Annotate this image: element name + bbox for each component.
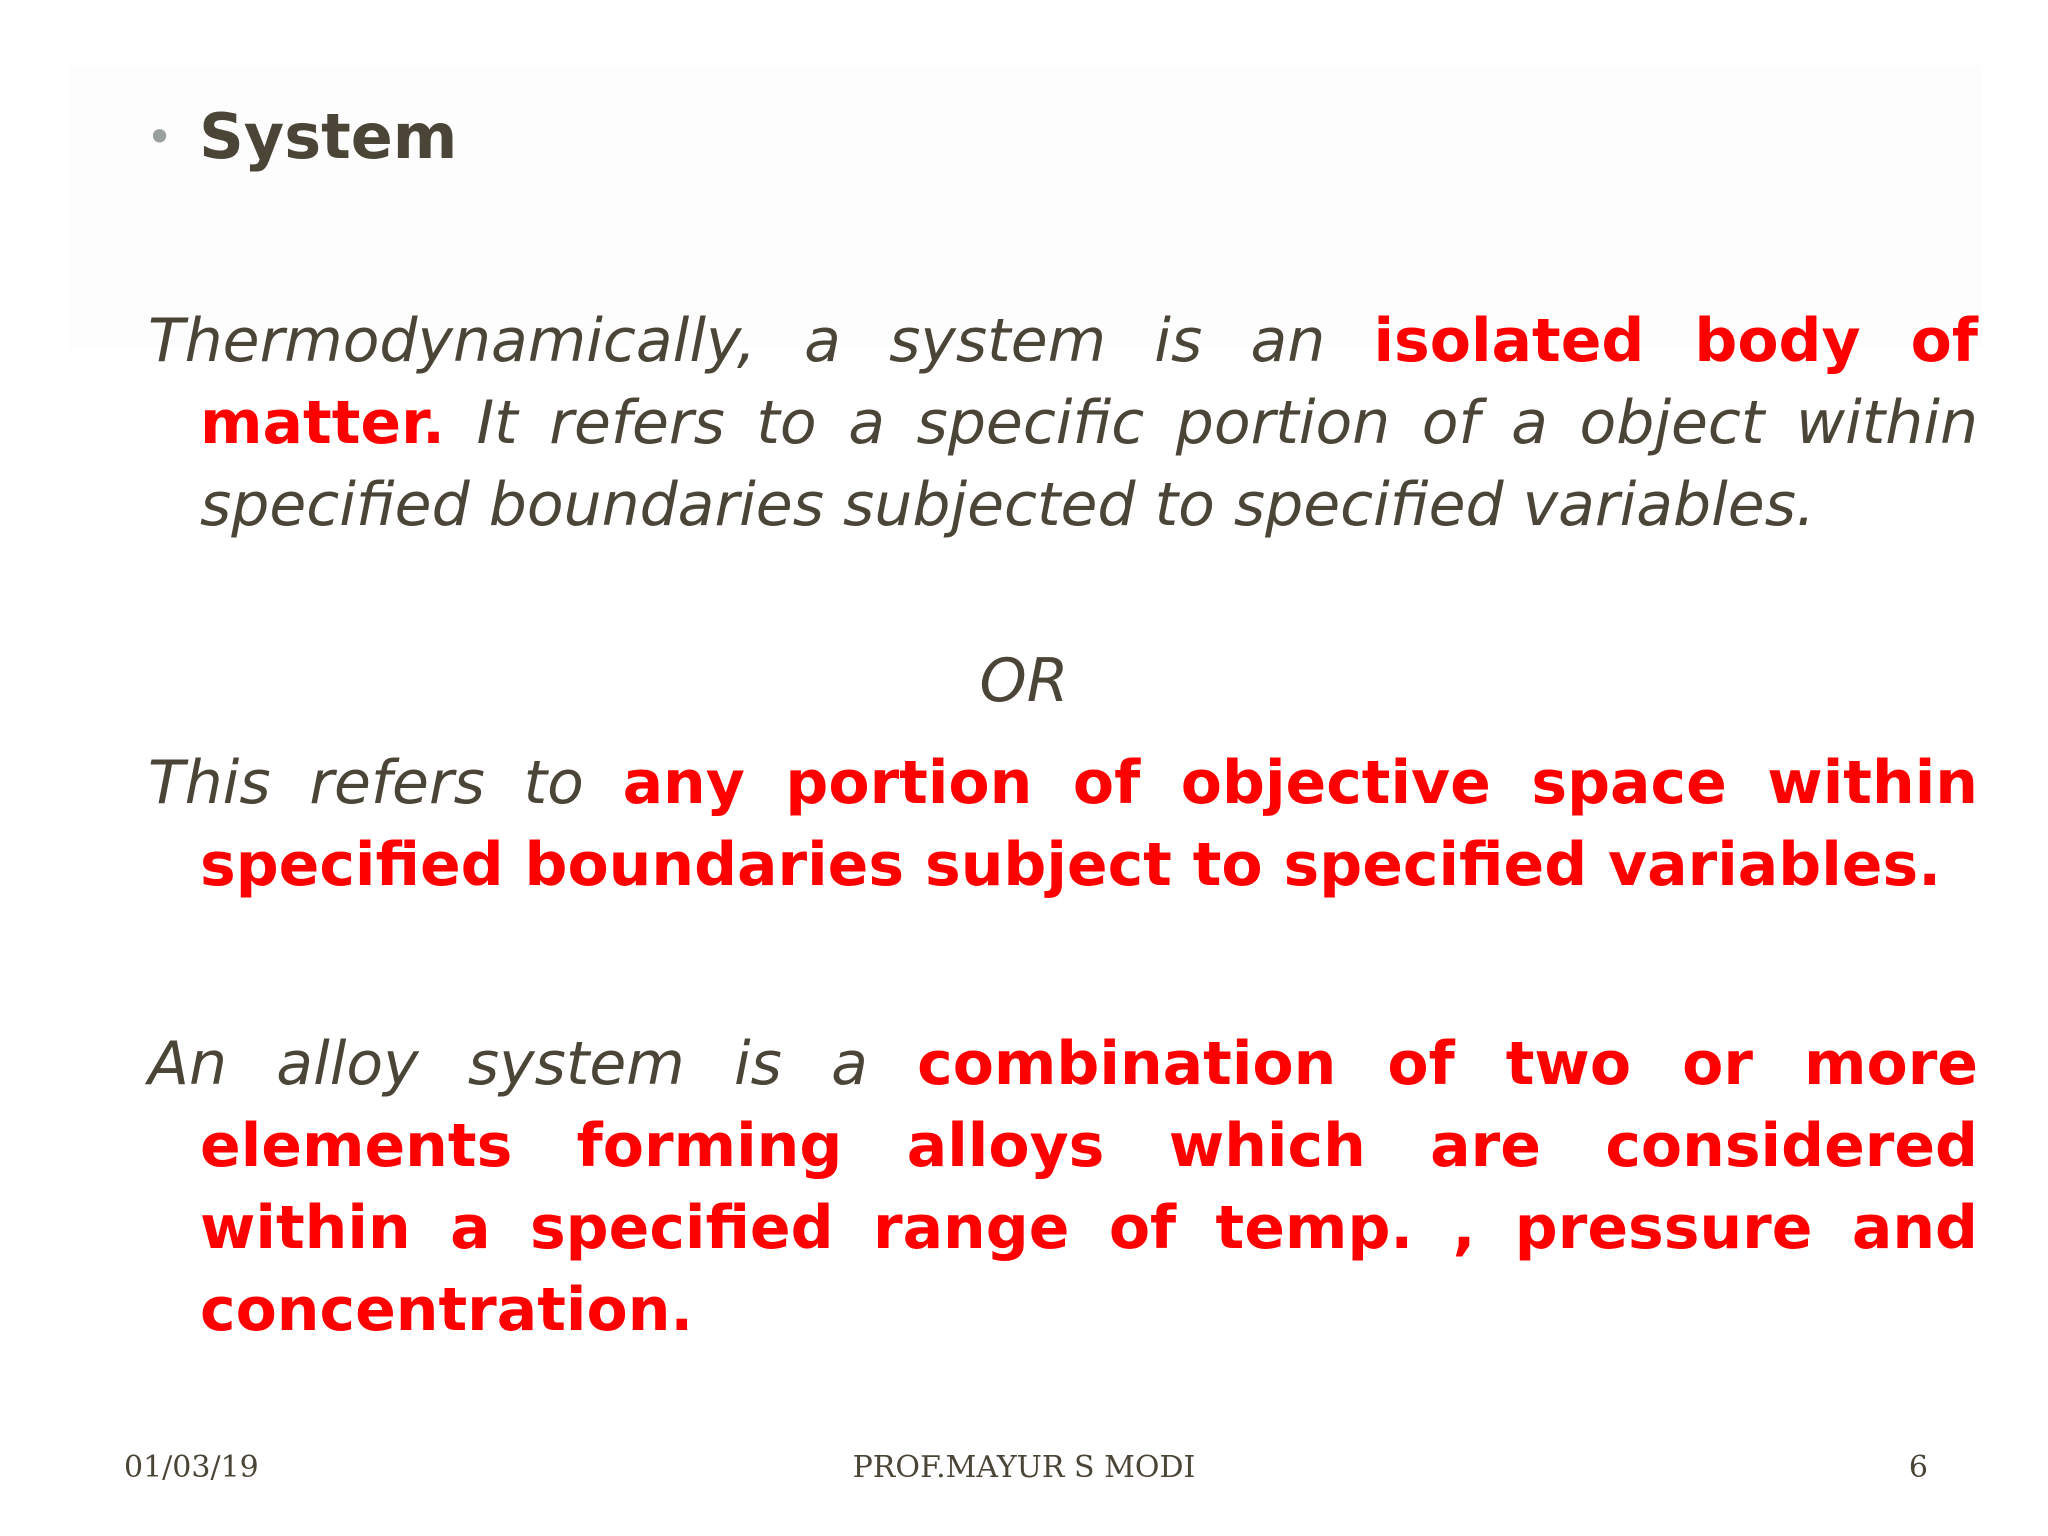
p2-emphasis: any portion of objective space within specified boundaries subject to specified variables.: [200, 748, 1978, 900]
footer-page-number: 6: [1908, 1450, 1928, 1485]
p1-emphasis: isolated body of matter.: [200, 306, 1978, 458]
heading-text: System: [199, 100, 458, 173]
p3-emphasis: combination of two or more elements forming alloys which are considered within a specified range of temp. , pressure and concentration.: [200, 1029, 1978, 1345]
p1-text-a: Thermodynamically, a system is an: [148, 306, 1374, 376]
footer-date: 01/03/19: [124, 1450, 259, 1485]
definition-paragraph-1: [148, 300, 1978, 546]
footer-author: PROF.MAYUR S MODI: [852, 1450, 1196, 1485]
p3-text-a: An alloy system is a: [148, 1029, 918, 1099]
bullet-icon: •: [146, 109, 174, 164]
or-separator: OR: [979, 646, 1069, 716]
p1-text-b: It refers to a specific portion of a object within specified boundaries subjected to specified variables.: [200, 388, 1978, 540]
slide-heading: [146, 100, 457, 173]
definition-paragraph-3: [148, 1023, 1978, 1351]
p2-text-a: This refers to: [148, 748, 623, 818]
definition-paragraph-2: [148, 742, 1978, 906]
